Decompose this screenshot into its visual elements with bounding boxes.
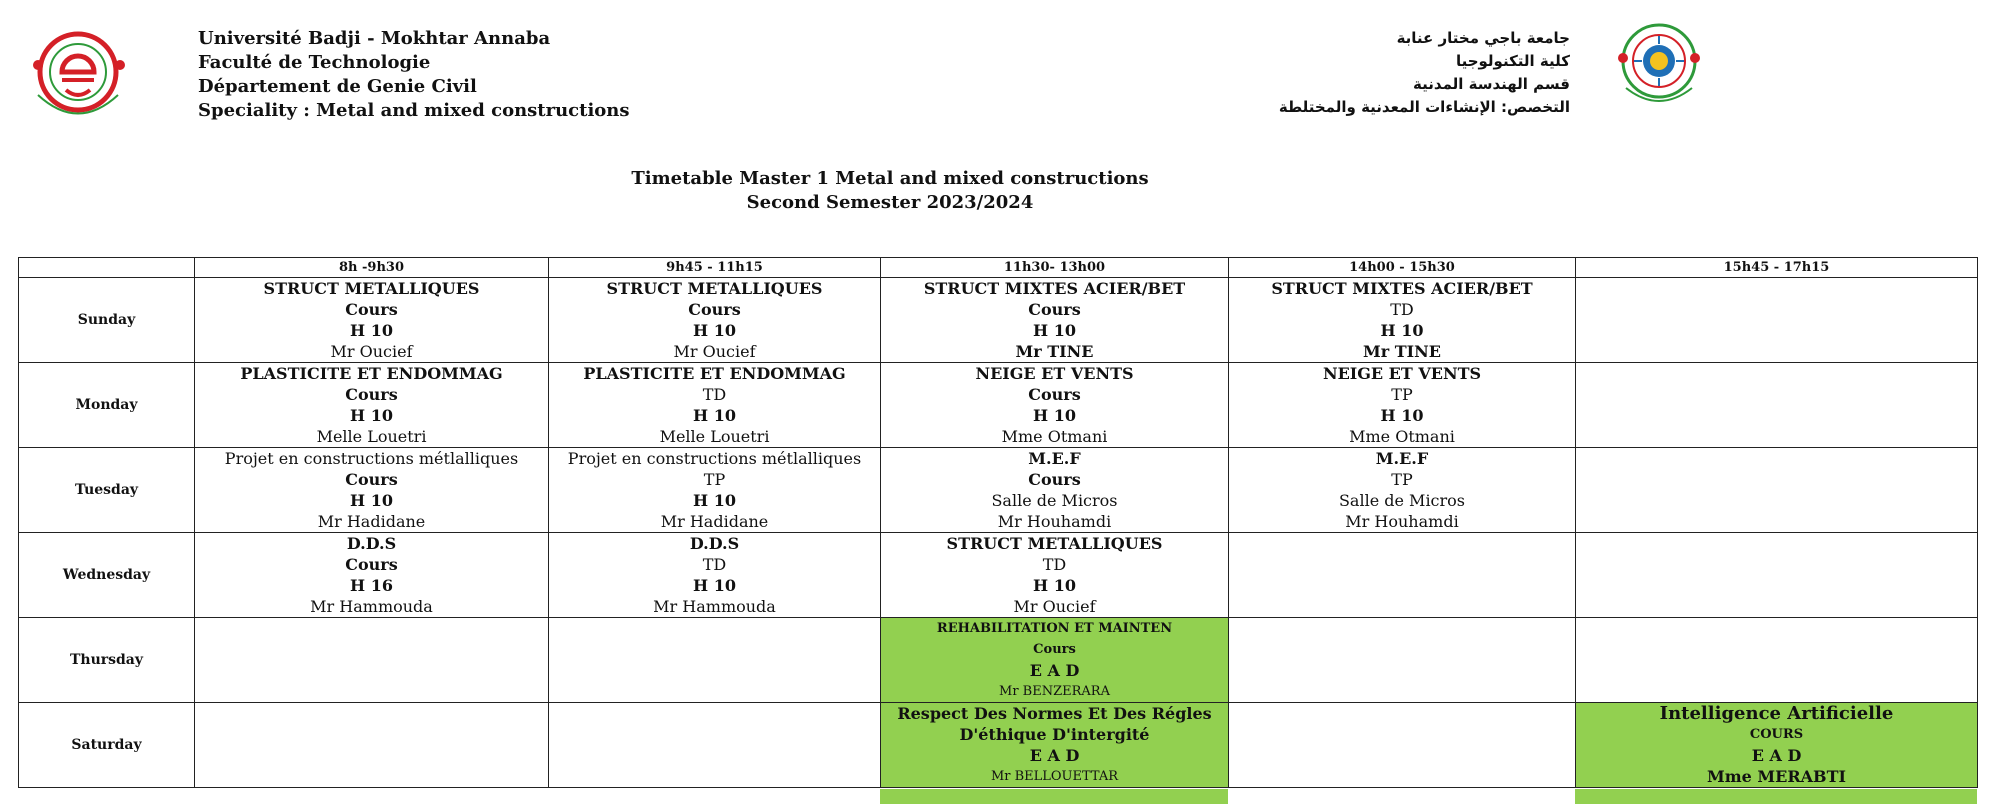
teacher: Mr Hadidane bbox=[317, 512, 426, 531]
header-left-block bbox=[198, 27, 630, 123]
course-cell bbox=[549, 533, 881, 618]
course-cell bbox=[549, 278, 881, 363]
course-cell bbox=[881, 618, 1229, 703]
course-cell bbox=[195, 533, 549, 618]
room: E A D bbox=[1029, 661, 1080, 680]
empty-cell bbox=[549, 703, 881, 788]
empty-cell bbox=[1576, 448, 1978, 533]
empty-cell bbox=[195, 703, 549, 788]
course-title: D.D.S bbox=[689, 534, 740, 553]
room: H 10 bbox=[1380, 321, 1424, 340]
course-cell bbox=[1229, 448, 1576, 533]
session-type: Cours bbox=[345, 555, 398, 574]
day-row-saturday bbox=[19, 703, 1978, 788]
time-slot-header-row bbox=[19, 258, 1978, 278]
teacher: Mme Otmani bbox=[1349, 427, 1455, 446]
course-cell bbox=[881, 448, 1229, 533]
room: Salle de Micros bbox=[991, 491, 1118, 510]
teacher: Mr TINE bbox=[1363, 342, 1441, 361]
day-row-wednesday bbox=[19, 533, 1978, 618]
session-type: Cours bbox=[688, 300, 741, 319]
room: H 10 bbox=[693, 576, 736, 595]
teacher: Mr TINE bbox=[1015, 342, 1094, 361]
time-slot-header: 15h45 - 17h15 bbox=[1576, 258, 1978, 278]
university-logo-right bbox=[1604, 16, 1714, 116]
session-type: Cours bbox=[345, 385, 398, 404]
teacher: Mr Houhamdi bbox=[997, 512, 1112, 531]
room: E A D bbox=[1029, 746, 1080, 765]
session-type: Cours bbox=[345, 300, 398, 319]
timetable-title bbox=[0, 167, 1780, 215]
session-type: D'éthique D'intergité bbox=[959, 725, 1150, 744]
course-title: M.E.F bbox=[1028, 449, 1081, 468]
session-type: COURS bbox=[1749, 727, 1804, 742]
course-title: STRUCT MIXTES ACIER/BET bbox=[923, 279, 1186, 298]
course-title: Projet en constructions métlalliques bbox=[567, 449, 862, 468]
course-cell bbox=[881, 278, 1229, 363]
green-slot-overflow bbox=[880, 789, 1228, 804]
empty-cell bbox=[1229, 618, 1576, 703]
department-name: Département de Genie Civil bbox=[198, 76, 477, 97]
teacher: Mme MERABTI bbox=[1707, 767, 1846, 786]
teacher: Mme Otmani bbox=[1001, 427, 1108, 446]
session-type: Cours bbox=[1028, 385, 1081, 404]
course-title: NEIGE ET VENTS bbox=[1322, 364, 1482, 383]
day-row-sunday bbox=[19, 278, 1978, 363]
room: H 10 bbox=[693, 406, 736, 425]
day-row-thursday bbox=[19, 618, 1978, 703]
course-title: STRUCT METALLIQUES bbox=[263, 279, 480, 298]
day-label: Thursday bbox=[19, 618, 195, 703]
room: H 10 bbox=[350, 491, 393, 510]
teacher: Mr BENZERARA bbox=[999, 684, 1110, 699]
course-title: Respect Des Normes Et Des Régles bbox=[897, 704, 1212, 723]
teacher: Mr Hammouda bbox=[310, 597, 433, 616]
room: H 10 bbox=[1033, 406, 1076, 425]
title-line-1: Timetable Master 1 Metal and mixed constructions bbox=[631, 168, 1149, 189]
time-slot-header: 9h45 - 11h15 bbox=[549, 258, 881, 278]
course-cell bbox=[549, 448, 881, 533]
day-label: Saturday bbox=[19, 703, 195, 788]
teacher: Mr Hadidane bbox=[660, 512, 769, 531]
course-cell bbox=[195, 278, 549, 363]
course-title: D.D.S bbox=[346, 534, 397, 553]
faculty-name: Faculté de Technologie bbox=[198, 52, 431, 73]
room: H 10 bbox=[693, 491, 736, 510]
day-row-monday bbox=[19, 363, 1978, 448]
course-cell bbox=[881, 533, 1229, 618]
course-cell bbox=[195, 448, 549, 533]
header-right-block bbox=[1279, 27, 1570, 119]
empty-cell bbox=[1229, 533, 1576, 618]
room: H 16 bbox=[350, 576, 393, 595]
course-title: M.E.F bbox=[1375, 449, 1429, 468]
time-slot-header: 14h00 - 15h30 bbox=[1229, 258, 1576, 278]
course-cell bbox=[549, 363, 881, 448]
time-slot-header: 11h30- 13h00 bbox=[881, 258, 1229, 278]
empty-cell bbox=[195, 618, 549, 703]
course-cell bbox=[881, 703, 1229, 788]
speciality-name-ar: التخصص: الإنشاءات المعدنية والمختلطة bbox=[1278, 98, 1570, 116]
session-type: Cours bbox=[1033, 642, 1076, 657]
faculty-name-ar: كلية التكنولوجيا bbox=[1455, 52, 1570, 70]
course-cell bbox=[1576, 703, 1978, 788]
room: Salle de Micros bbox=[1338, 491, 1466, 510]
day-label: Monday bbox=[19, 363, 195, 448]
session-type: TD bbox=[702, 555, 727, 574]
course-title: NEIGE ET VENTS bbox=[975, 364, 1134, 383]
room: H 10 bbox=[1380, 406, 1424, 425]
empty-cell bbox=[1576, 618, 1978, 703]
room: H 10 bbox=[350, 321, 393, 340]
empty-cell bbox=[1229, 703, 1576, 788]
course-title: STRUCT METALLIQUES bbox=[606, 279, 823, 298]
course-title: PLASTICITE ET ENDOMMAG bbox=[240, 364, 503, 383]
teacher: Mr Oucief bbox=[330, 342, 413, 361]
empty-cell bbox=[1576, 278, 1978, 363]
teacher: Mr Oucief bbox=[1013, 597, 1096, 616]
room: H 10 bbox=[693, 321, 736, 340]
course-title: STRUCT METALLIQUES bbox=[946, 534, 1163, 553]
university-logo-left bbox=[18, 20, 138, 130]
teacher: Melle Louetri bbox=[316, 427, 427, 446]
speciality-name: Speciality : Metal and mixed constructions bbox=[198, 100, 630, 121]
empty-cell bbox=[1576, 363, 1978, 448]
course-cell bbox=[1229, 363, 1576, 448]
room: H 10 bbox=[1033, 321, 1076, 340]
course-title: Intelligence Artificielle bbox=[1659, 703, 1894, 724]
teacher: Mr BELLOUETTAR bbox=[990, 769, 1119, 784]
teacher: Melle Louetri bbox=[659, 427, 770, 446]
session-type: TD bbox=[1390, 300, 1414, 319]
day-label: Wednesday bbox=[19, 533, 195, 618]
session-type: Cours bbox=[1028, 300, 1081, 319]
university-name: Université Badji - Mokhtar Annaba bbox=[198, 28, 551, 49]
session-type: TP bbox=[1391, 470, 1413, 489]
session-type: TP bbox=[703, 470, 726, 489]
teacher: Mr Houhamdi bbox=[1345, 512, 1459, 531]
title-line-2: Second Semester 2023/2024 bbox=[746, 192, 1034, 213]
teacher: Mr Oucief bbox=[673, 342, 756, 361]
teacher: Mr Hammouda bbox=[653, 597, 776, 616]
session-type: TP bbox=[1391, 385, 1413, 404]
day-label: Sunday bbox=[19, 278, 195, 363]
time-slot-header: 8h -9h30 bbox=[195, 258, 549, 278]
room: E A D bbox=[1751, 746, 1802, 765]
day-row-tuesday bbox=[19, 448, 1978, 533]
course-cell bbox=[195, 363, 549, 448]
green-slot-overflow bbox=[1575, 789, 1977, 804]
session-type: TD bbox=[702, 385, 727, 404]
session-type: Cours bbox=[345, 470, 398, 489]
timetable bbox=[18, 257, 1978, 788]
course-title: Projet en constructions métlalliques bbox=[224, 449, 519, 468]
room: H 10 bbox=[1033, 576, 1076, 595]
course-cell bbox=[1229, 278, 1576, 363]
empty-cell bbox=[549, 618, 881, 703]
session-type: Cours bbox=[1028, 470, 1081, 489]
department-name-ar: قسم الهندسة المدنية bbox=[1413, 75, 1570, 93]
corner-cell bbox=[19, 258, 195, 278]
course-title: PLASTICITE ET ENDOMMAG bbox=[583, 364, 846, 383]
room: H 10 bbox=[350, 406, 393, 425]
day-label: Tuesday bbox=[19, 448, 195, 533]
university-name-ar: جامعة باجي مختار عنابة bbox=[1396, 29, 1570, 47]
course-title: STRUCT MIXTES ACIER/BET bbox=[1271, 279, 1533, 298]
empty-cell bbox=[1576, 533, 1978, 618]
session-type: TD bbox=[1042, 555, 1067, 574]
course-title: REHABILITATION ET MAINTEN bbox=[936, 621, 1173, 636]
course-cell bbox=[881, 363, 1229, 448]
